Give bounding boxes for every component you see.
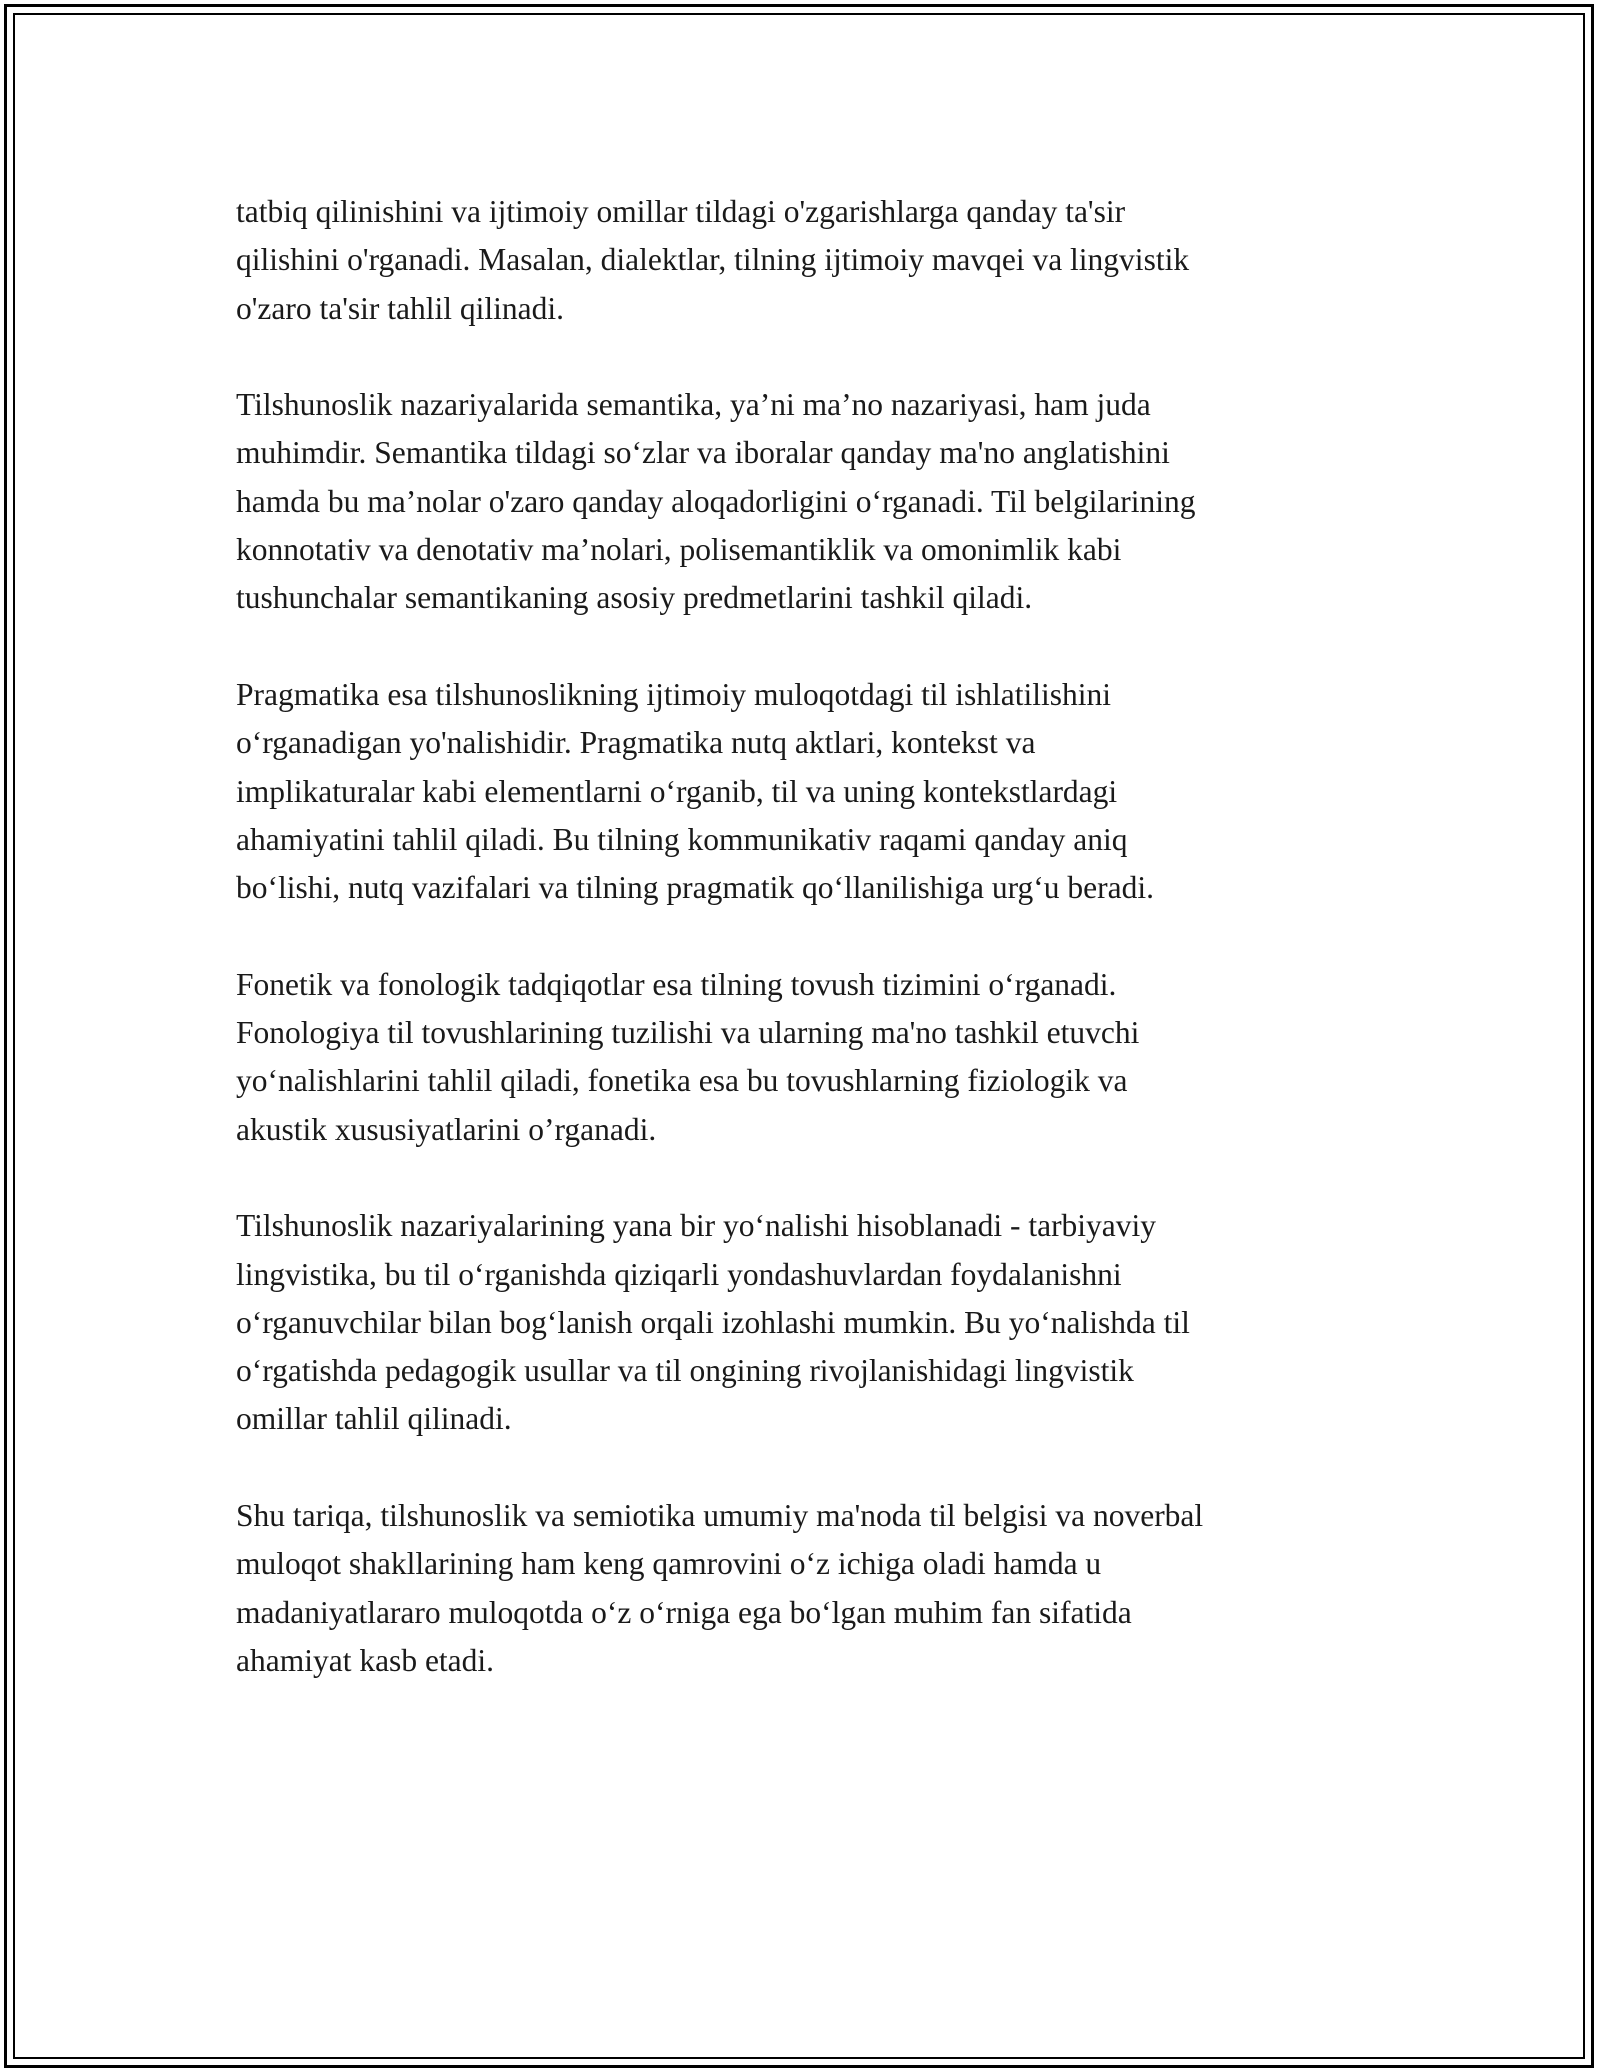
paragraph-semantics: Tilshunoslik nazariyalarida semantika, ya’ni ma’no nazariyasi, ham juda muhimdir. Semantika tildagi so‘zlar va iboralar qanday ma'no anglatishini hamda bu ma’nolar o'zaro qanday aloqadorligini o‘rganadi. Til belgilarining konnotativ va denotativ ma’nolari, polisemantiklik va omonimlik kabi tushunchalar semantikaning asosiy predmetlarini tashkil qiladi. xyxy=(236,387,1196,616)
paragraph-conclusion: Shu tariqa, tilshunoslik va semiotika umumiy ma'noda til belgisi va noverbal muloqot shakllarining ham keng qamrovini o‘z ichiga oladi hamda u madaniyatlararo muloqotda o‘z o‘rniga ega bo‘lgan muhim fan sifatida ahamiyat kasb etadi. xyxy=(236,1498,1204,1678)
paragraph-pragmatics: Pragmatika esa tilshunoslikning ijtimoiy muloqotdagi til ishlatilishini o‘rganadigan yo'nalishidir. Pragmatika nutq aktlari, kontekst va implikaturalar kabi elementlarni o‘rganib, til va uning kontekstlardagi ahamiyatini tahlil qiladi. Bu tilning kommunikativ raqami qanday aniq bo‘lishi, nutq vazifalari va tilning pragmatik qo‘llanilishiga urg‘u beradi. xyxy=(236,676,1154,906)
paragraph-educational-linguistics: Tilshunoslik nazariyalarining yana bir yo‘nalishi hisoblanadi - tarbiyaviy lingvistika, bu til o‘rganishda qiziqarli yondashuvlardan foydalanishni o‘rganuvchilar bilan bog‘lanish orqali izohlashi mumkin. Bu yo‘nalishda til o‘rgatishda pedagogik usullar va til ongining rivojlanishidagi lingvistik omillar tahlil qilinadi. xyxy=(236,1208,1190,1437)
document-body xyxy=(236,188,1386,1734)
paragraph-sociolinguistics: tatbiq qilinishini va ijtimoiy omillar tildagi o'zgarishlarga qanday ta'sir qilishini o'rganadi. Masalan, dialektlar, tilning ijtimoiy mavqei va lingvistik o'zaro ta'sir tahlil qilinadi. xyxy=(236,194,1190,326)
paragraph-phonetics: Fonetik va fonologik tadqiqotlar esa tilning tovush tizimini o‘rganadi. Fonologiya til tovushlarining tuzilishi va ularning ma'no tashkil etuvchi yo‘nalishlarini tahlil qiladi, fonetika esa bu tovushlarning fiziologik va akustik xususiyatlarini o’rganadi. xyxy=(236,966,1140,1147)
